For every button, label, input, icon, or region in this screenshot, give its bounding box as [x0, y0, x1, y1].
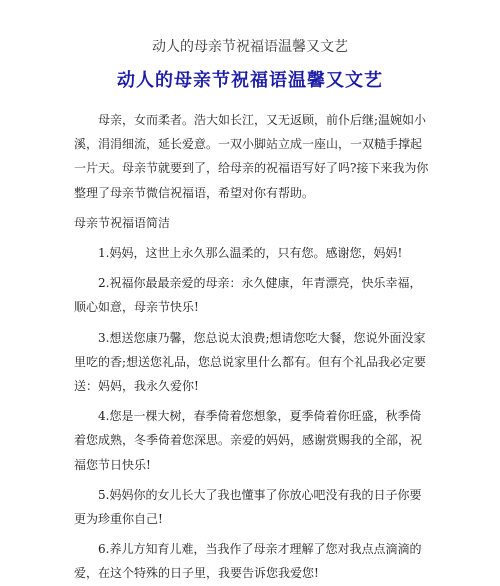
list-item: 5.妈妈你的女儿长大了我也懂事了你放心吧没有我的日子你要更为珍重你自己! — [74, 487, 422, 527]
list-item: 1.妈妈，这世上永久那么温柔的，只有您。感谢您，妈妈! — [98, 246, 403, 261]
list-item: 6.养儿方知育儿难，当我作了母亲才理解了您对我点点滴滴的爱，在这个特殊的日子里，我要告诉您我爱您! — [74, 542, 422, 581]
list-item: 3.想送您康乃馨，您总说太浪费;想请您吃大餐，您说外面没家里吃的香;想送您礼品，您总说家里什么都有。但有个礼品我必定要送：妈妈，我永久爱你! — [74, 330, 427, 394]
list-item: 2.祝福你最最亲爱的母亲：永久健康，年青漂亮，快乐幸福，顺心如意，母亲节快乐! — [74, 276, 422, 315]
header-title: 动人的母亲节祝福语温馨又文艺 — [152, 39, 348, 55]
intro-paragraph: 母亲，女而柔者。浩大如长江，又无返顾，前仆后继;温婉如小溪，涓涓细流，延长爱意。一双小脚站立成一座山，一双糙手撑起一片天。母亲节就要到了，给母亲的祝福语写好了吗?接下来我为你整理了母亲节微信祝福语，希望对你有帮助。 — [74, 113, 429, 200]
section-heading: 母亲节祝福语简洁 — [74, 215, 171, 230]
document-body — [74, 108, 430, 586]
main-title: 动人的母亲节祝福语温馨又文艺 — [117, 70, 383, 91]
list-item: 4.您是一棵大树，春季倚着您想象，夏季倚着你旺盛，秋季倚着您成熟，冬季倚着您深思。亲爱的妈妈，感谢赏赐我的全部，祝福您节日快乐! — [74, 409, 423, 472]
